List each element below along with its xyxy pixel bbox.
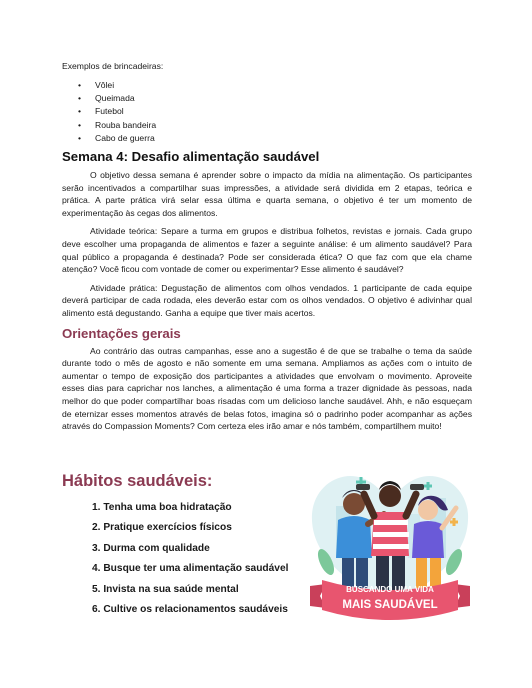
theory-activity-paragraph: Atividade teórica: Separe a turma em grupos e distribua folhetos, revistas e jornais. Cada grupo deve escolher uma propaganda de alimentos e fazer a seguinte análise: é um alimento saudável? Para qual público a propaganda é destinada? Pode ser considerada ética? O que faz com que ela chame atenção? Você ficou com vontade de comer ou experimentar? Esse alimento é saudável? (62, 226, 472, 275)
people-exercising-icon (304, 458, 476, 626)
habits-heading: Hábitos saudáveis: (62, 472, 213, 490)
banner-line2: MAIS SAUDÁVEL (342, 599, 438, 611)
orientations-heading: Orientações gerais (62, 325, 181, 341)
practice-activity-paragraph: Atividade prática: Degustação de alimentos com olhos vendados. 1 participante de cada equipe deverá participar de cada rodada, eles deverão estar com os olhos vendados. O objetivo é adivinhar qual alimento está degustando. Ganha a equipe que tiver mais acertos. (62, 282, 472, 318)
bullet-icon: • (78, 119, 82, 130)
bullet-icon: • (78, 93, 82, 104)
list-item: • Cabo de guerra (78, 132, 472, 145)
list-item: 6. Cultive os relacionamentos saudáveis (92, 604, 288, 616)
bullet-icon: • (78, 132, 82, 143)
list-item: • Vôlei (78, 79, 472, 92)
list-item: • Futebol (78, 105, 472, 118)
list-item: • Rouba bandeira (78, 119, 472, 132)
week-paragraph: O objetivo dessa semana é aprender sobre o impacto da mídia na alimentação. Os participantes serão incentivados a compartilhar suas impressões, a atividade será dividida em 2 etapas, teórica e prática. A parte prática virá selar essa última e quarta semana, o objetivo é ter um momento de experimentação às cegas dos alimentos. (62, 170, 472, 218)
list-item: 4. Busque ter uma alimentação saudável (92, 563, 289, 575)
list-item: 2. Pratique exercícios físicos (92, 522, 232, 534)
list-item: 3. Durma com qualidade (92, 542, 210, 554)
banner-line1: BUSCANDO UMA VIDA (346, 585, 434, 594)
list-item: 5. Invista na sua saúde mental (92, 583, 239, 595)
healthy-life-illustration (304, 458, 476, 626)
orientations-paragraph: Ao contrário das outras campanhas, esse ano a sugestão é de que se trabalhe o tema da saúde durante todo o mês de agosto e não somente em uma semana. Ampliamos as ações com o intuito de aumentar o tempo de exposição dos participantes a atividades que envolvam o movimento. Aproveite esses dias para caprichar nos lanches, a alimentação é uma forma a trazer dignidade às pessoas, nada melhor do que poder compartilhar boas risadas com um delicioso lanche saudável. Ahh, e não esqueçam de eternizar esses momentos através de belas fotos, imagina só o padrinho poder acompanhar as ações através do Compassion Moments? Com certeza eles irão amar e nós também, compartilhem muito! (62, 345, 472, 432)
week-4-heading: Semana 4: Desafio alimentação saudável (62, 149, 320, 165)
bullet-icon: • (78, 106, 82, 117)
list-item: 1. Tenha uma boa hidratação (92, 502, 232, 513)
document-page (62, 60, 472, 439)
games-intro: Exemplos de brincadeiras: (62, 61, 164, 71)
games-list (62, 79, 472, 145)
bullet-icon: • (78, 80, 82, 90)
habits-list (92, 498, 288, 620)
list-item: • Queimada (78, 92, 472, 105)
